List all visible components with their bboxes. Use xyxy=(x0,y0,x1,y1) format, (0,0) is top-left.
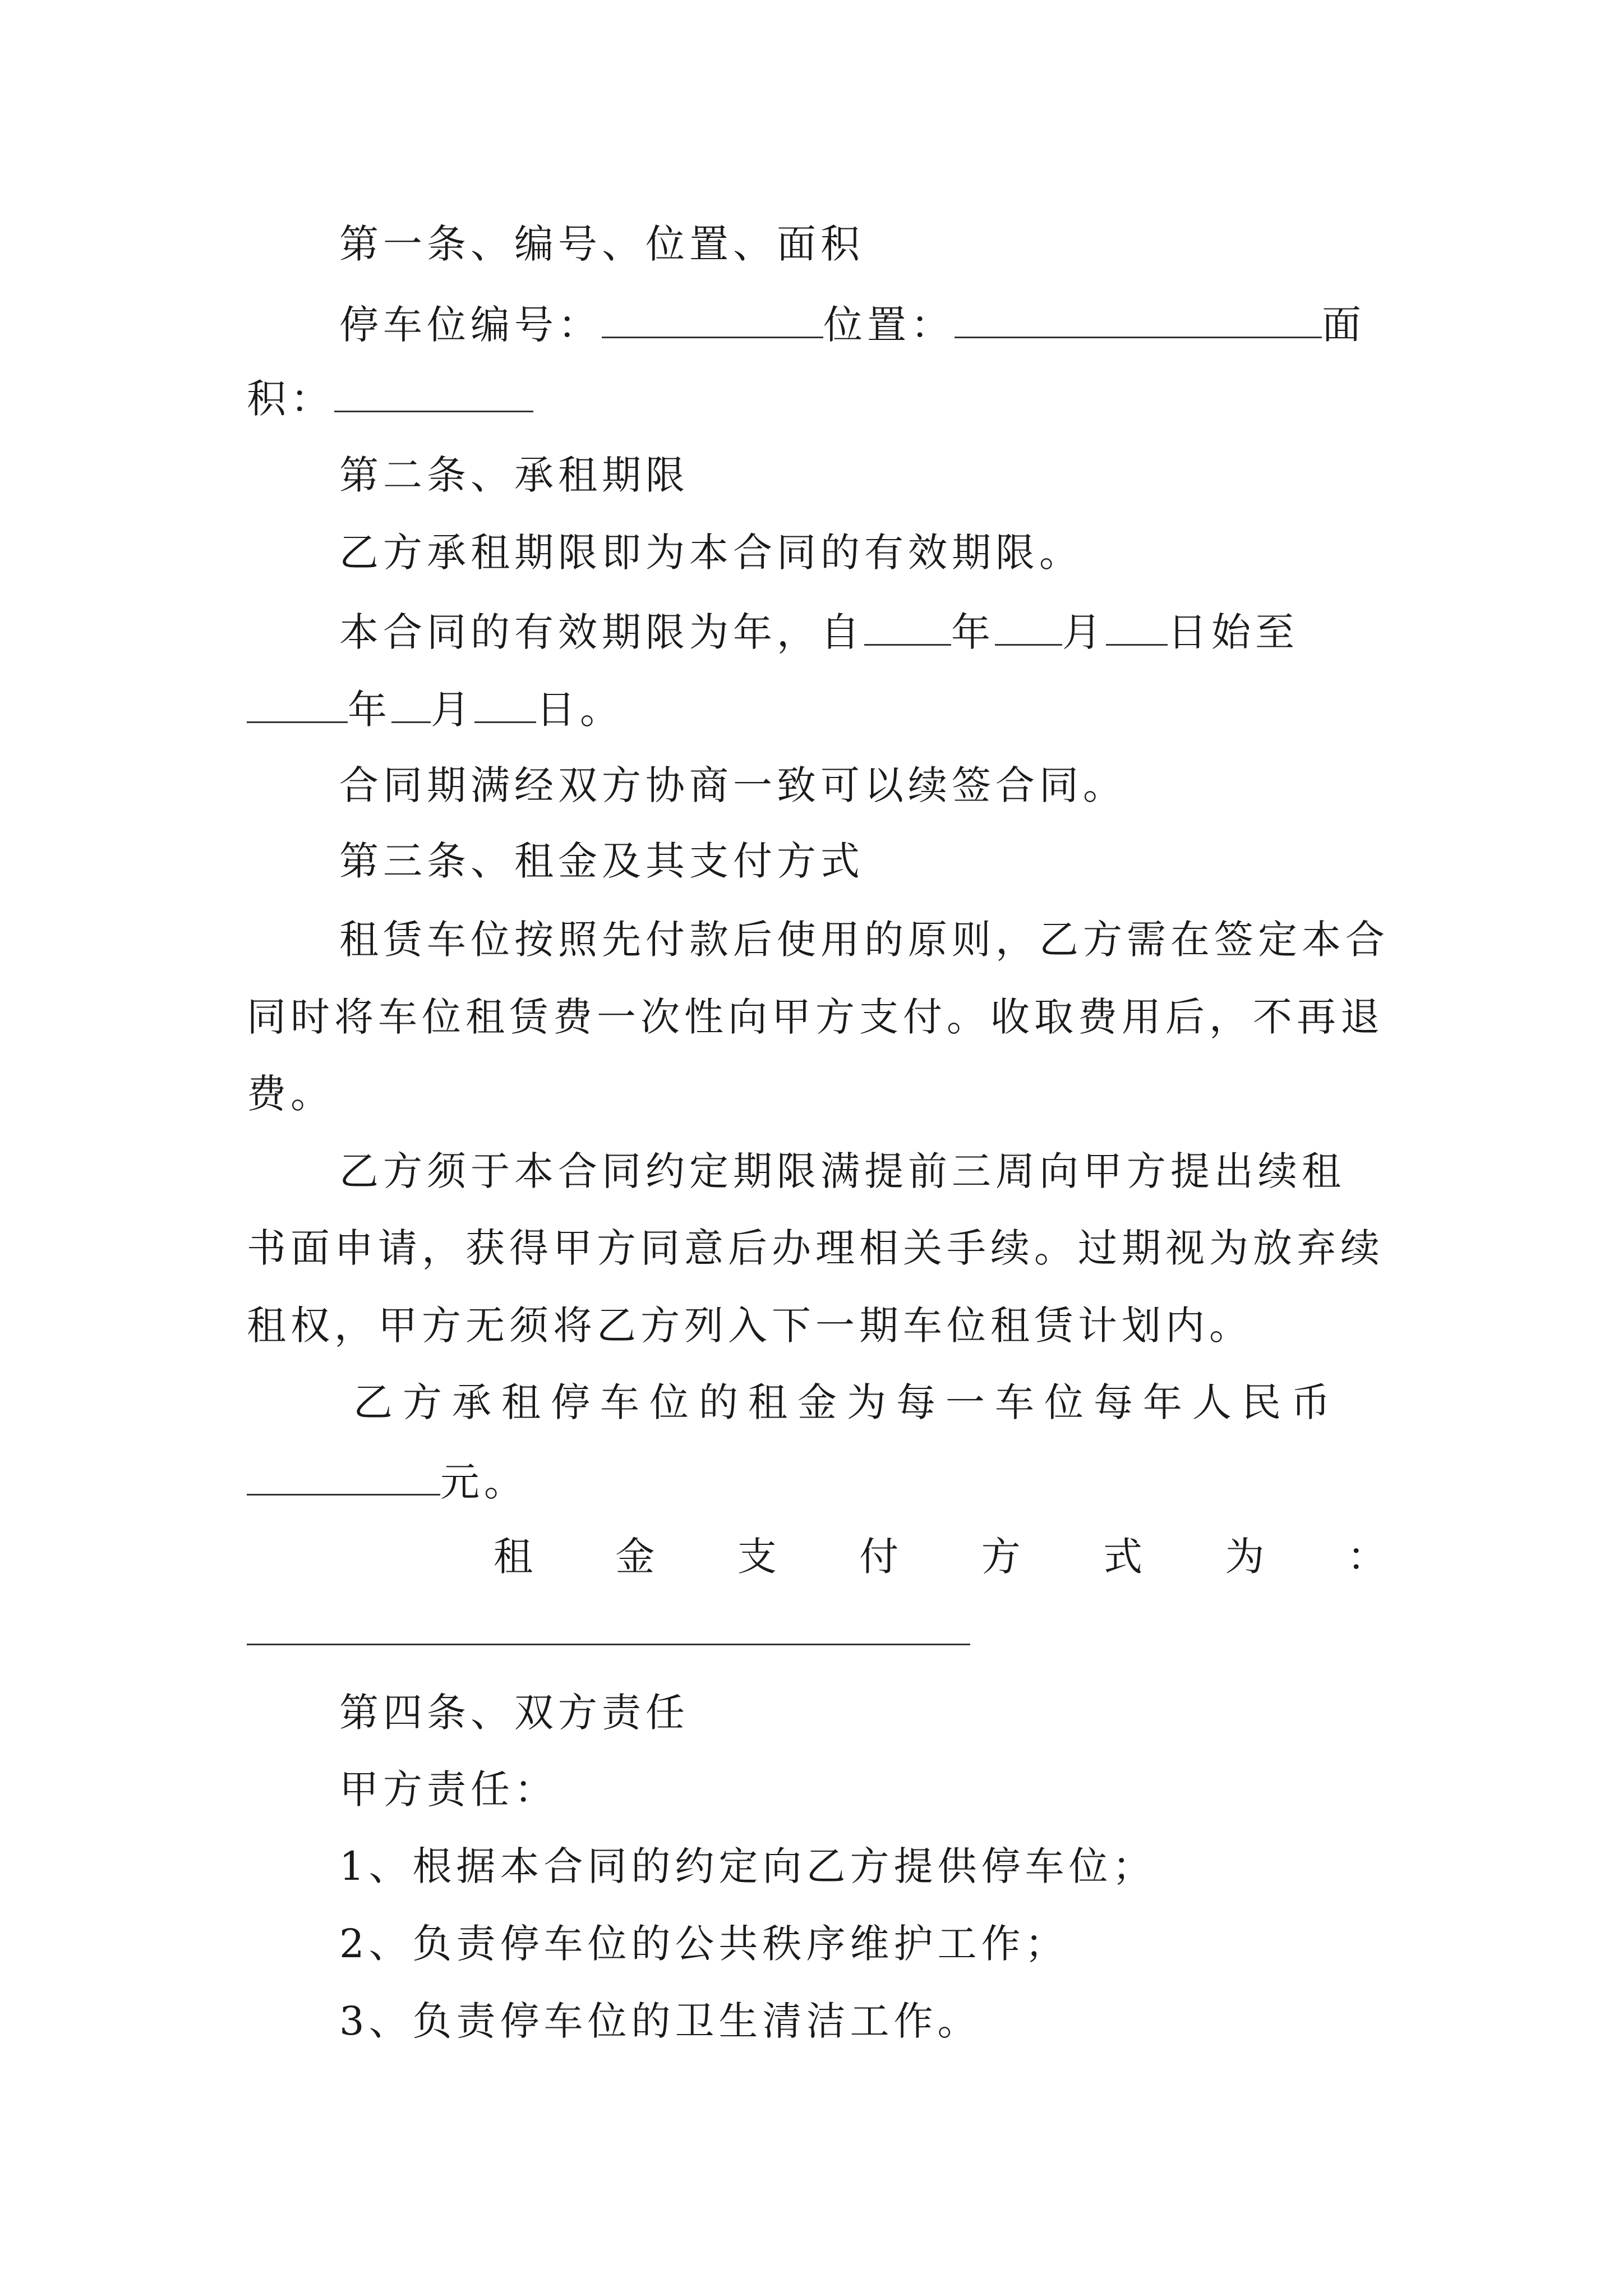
payment-char: 式 xyxy=(1103,1534,1147,1580)
space-number-label: 停车位编号： xyxy=(339,302,602,348)
month-label: 月 xyxy=(431,687,474,733)
payment-char: 方 xyxy=(981,1534,1025,1580)
party-a-heading: 甲方责任： xyxy=(339,1766,558,1812)
article-3-p2-line-2: 书面申请，获得甲方同意后办理相关手续。过期视为放弃续 xyxy=(247,1225,1384,1271)
period-intro: 本合同的有效期限为年，自 xyxy=(339,609,864,655)
party-a-item: 3、负责停车位的卫生清洁工作。 xyxy=(339,1998,981,2044)
month-label: 月 xyxy=(1062,609,1106,655)
year-label: 年 xyxy=(348,687,391,733)
payment-char: 支 xyxy=(737,1534,781,1580)
party-a-item: 2、负责停车位的公共秩序维护工作； xyxy=(339,1921,1069,1967)
article-3-p1-line-3: 费。 xyxy=(247,1071,334,1117)
payment-char: 租 xyxy=(494,1534,537,1580)
party-a-item: 1、根据本合同的约定向乙方提供停车位； xyxy=(339,1843,1156,1889)
article-3-p3-line-1: 乙方承租停车位的租金为每一车位每年人民币 xyxy=(353,1379,1340,1425)
start-year-blank xyxy=(864,610,951,646)
article-3-p2-line-1: 乙方须于本合同约定期限满提前三周向甲方提出续租 xyxy=(339,1148,1345,1194)
payment-char: 付 xyxy=(859,1534,903,1580)
article-3-p2-line-3: 租权，甲方无须将乙方列入下一期车位租赁计划内。 xyxy=(247,1303,1253,1349)
payment-method-line xyxy=(494,1534,1391,1580)
area-label-part2: 积： xyxy=(247,376,334,422)
article-3-p1-line-2: 同时将车位租赁费一次性向甲方支付。收取费用后，不再退 xyxy=(247,994,1384,1040)
article-2-title: 第二条、承租期限 xyxy=(339,452,689,498)
payment-char: ： xyxy=(1347,1534,1391,1580)
article-1-title: 第一条、编号、位置、面积 xyxy=(339,221,864,267)
end-day-blank xyxy=(474,688,536,723)
day-end-label: 日。 xyxy=(536,687,624,733)
article-3-title: 第三条、租金及其支付方式 xyxy=(339,838,864,884)
end-month-blank xyxy=(391,688,431,723)
payment-char: 为 xyxy=(1225,1534,1269,1580)
article-3-p1-line-1: 租赁车位按照先付款后使用的原则，乙方需在签定本合 xyxy=(339,917,1389,963)
payment-method-blank xyxy=(247,1644,970,1645)
space-number-blank xyxy=(602,303,823,338)
location-label: 位置： xyxy=(823,302,955,348)
area-label-part1: 面 xyxy=(1322,302,1366,348)
article-2-period-line-2 xyxy=(247,687,624,733)
end-year-blank xyxy=(247,688,348,723)
rent-unit: 元。 xyxy=(440,1459,528,1505)
article-2-term-paragraph: 乙方承租期限即为本合同的有效期限。 xyxy=(339,530,1083,576)
location-blank xyxy=(955,303,1322,338)
year-label: 年 xyxy=(951,609,995,655)
rent-amount-blank xyxy=(247,1460,440,1496)
payment-char: 金 xyxy=(615,1534,660,1580)
start-day-blank xyxy=(1106,610,1168,646)
article-1-line-2 xyxy=(247,376,533,422)
article-1-line-1 xyxy=(339,302,1366,348)
day-start-label: 日始至 xyxy=(1168,609,1299,655)
article-2-renewal-paragraph: 合同期满经双方协商一致可以续签合同。 xyxy=(339,762,1127,808)
article-4-title: 第四条、双方责任 xyxy=(339,1690,689,1736)
article-3-p3-line-2 xyxy=(247,1459,528,1505)
article-2-period-line-1 xyxy=(339,609,1299,655)
start-month-blank xyxy=(995,610,1062,646)
area-blank xyxy=(334,377,533,412)
